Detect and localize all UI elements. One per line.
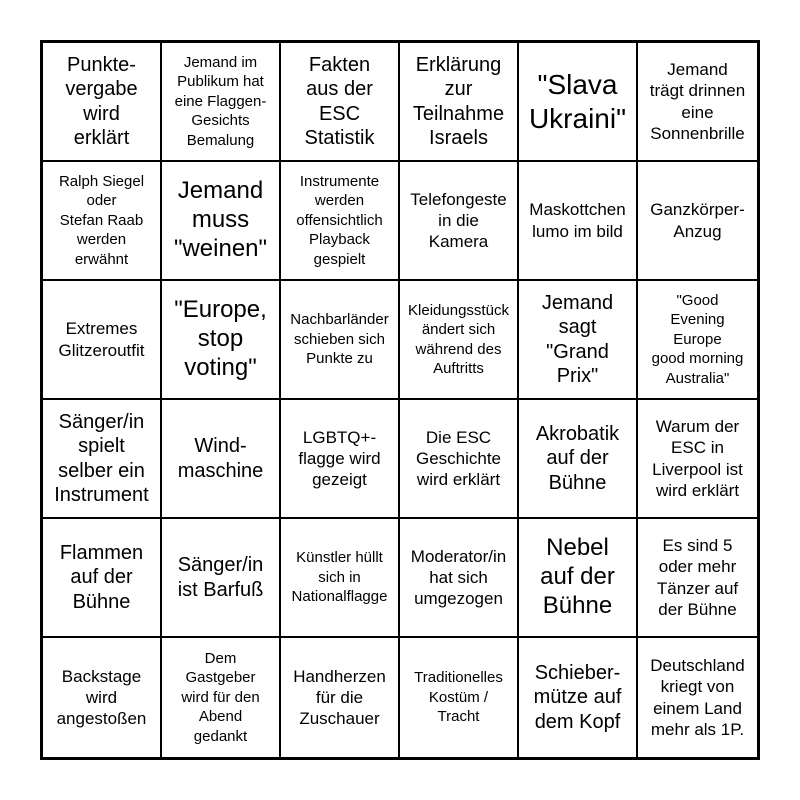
bingo-cell[interactable]: Sänger/in ist Barfuß [162,519,281,638]
bingo-cell[interactable]: Warum der ESC in Liverpool ist wird erklärt [638,400,757,519]
bingo-cell[interactable]: Backstage wird angestoßen [43,638,162,757]
bingo-cell[interactable]: "Europe, stop voting" [162,281,281,400]
bingo-cell[interactable]: Moderator/in hat sich umgezogen [400,519,519,638]
bingo-cell[interactable]: Instrumente werden offensichtlich Playback gespielt [281,162,400,281]
bingo-cell[interactable]: Telefongeste in die Kamera [400,162,519,281]
bingo-card [40,40,760,760]
bingo-cell[interactable]: Wind- maschine [162,400,281,519]
bingo-cell[interactable]: Fakten aus der ESC Statistik [281,43,400,162]
bingo-cell[interactable]: Akrobatik auf der Bühne [519,400,638,519]
bingo-cell[interactable]: Flammen auf der Bühne [43,519,162,638]
bingo-cell[interactable]: Maskottchen lumo im bild [519,162,638,281]
bingo-cell[interactable]: Nachbarländer schieben sich Punkte zu [281,281,400,400]
bingo-cell[interactable]: Handherzen für die Zuschauer [281,638,400,757]
bingo-cell[interactable]: Ralph Siegel oder Stefan Raab werden erwähnt [43,162,162,281]
bingo-cell[interactable]: Dem Gastgeber wird für den Abend gedankt [162,638,281,757]
bingo-cell[interactable]: Jemand muss "weinen" [162,162,281,281]
bingo-cell[interactable]: Jemand im Publikum hat eine Flaggen- Gesichts Bemalung [162,43,281,162]
bingo-cell[interactable]: Die ESC Geschichte wird erklärt [400,400,519,519]
bingo-cell[interactable]: Sänger/in spielt selber ein Instrument [43,400,162,519]
bingo-cell[interactable]: "Slava Ukraini" [519,43,638,162]
bingo-cell[interactable]: Traditionelles Kostüm / Tracht [400,638,519,757]
bingo-cell[interactable]: Kleidungsstück ändert sich während des Auftritts [400,281,519,400]
bingo-cell[interactable]: Ganzkörper- Anzug [638,162,757,281]
bingo-cell[interactable]: Punkte- vergabe wird erklärt [43,43,162,162]
bingo-cell[interactable]: LGBTQ+- flagge wird gezeigt [281,400,400,519]
bingo-cell[interactable]: Es sind 5 oder mehr Tänzer auf der Bühne [638,519,757,638]
bingo-cell[interactable]: Erklärung zur Teilnahme Israels [400,43,519,162]
bingo-cell[interactable]: Jemand sagt "Grand Prix" [519,281,638,400]
bingo-cell[interactable]: "Good Evening Europe good morning Australia" [638,281,757,400]
bingo-cell[interactable]: Künstler hüllt sich in Nationalflagge [281,519,400,638]
bingo-cell[interactable]: Nebel auf der Bühne [519,519,638,638]
bingo-cell[interactable]: Jemand trägt drinnen eine Sonnenbrille [638,43,757,162]
bingo-cell[interactable]: Extremes Glitzeroutfit [43,281,162,400]
bingo-cell[interactable]: Schieber- mütze auf dem Kopf [519,638,638,757]
bingo-cell[interactable]: Deutschland kriegt von einem Land mehr als 1P. [650,656,745,739]
